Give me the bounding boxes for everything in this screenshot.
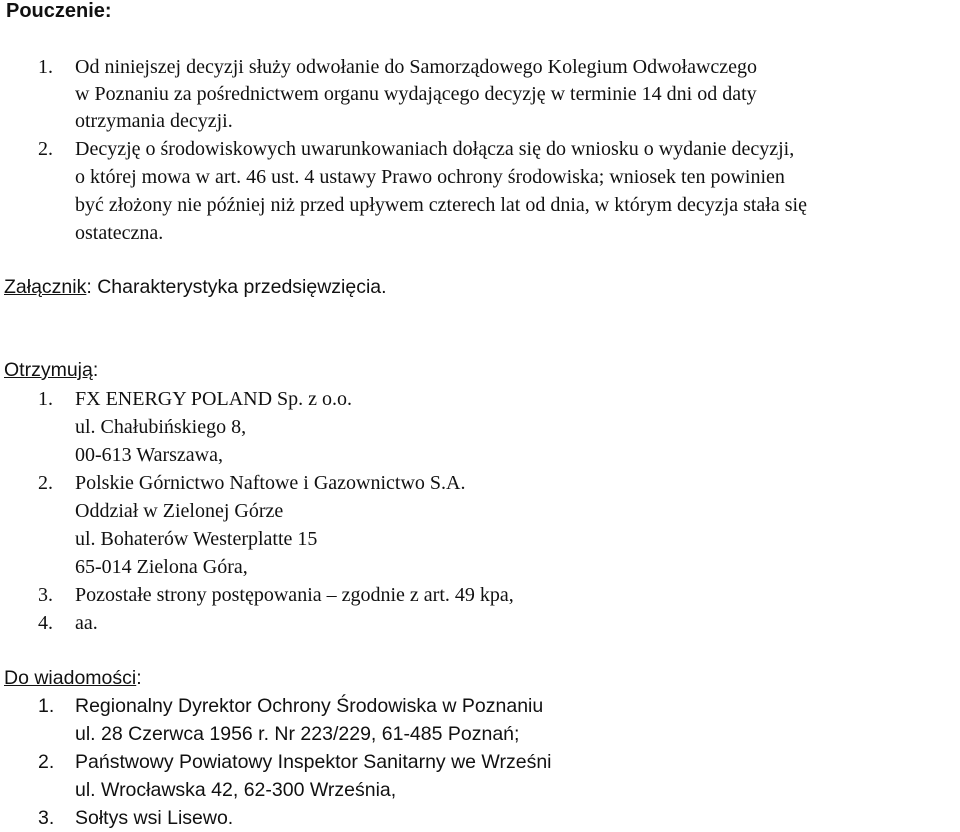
cc-line: Sołtys wsi Lisewo. (75, 807, 234, 829)
item-number: 2. (38, 472, 53, 494)
paragraph-line: otrzymania decyzji. (75, 110, 233, 132)
recipient-line: ul. Bohaterów Westerplatte 15 (75, 528, 318, 550)
recipients-label: Otrzymują (4, 359, 93, 381)
recipient-line: Oddział w Zielonej Górze (75, 500, 284, 522)
paragraph-line: ostateczna. (75, 222, 164, 244)
cc-line: Regionalny Dyrektor Ochrony Środowiska w Poznaniu (75, 695, 544, 717)
recipient-line: Polskie Górnictwo Naftowe i Gazownictwo S.A. (75, 472, 466, 494)
recipients-heading: Otrzymują: (4, 359, 99, 381)
item-number: 4. (38, 612, 53, 634)
paragraph-line: być złożony nie później niż przed upływem czterech lat od dnia, w którym decyzja stała się (75, 194, 807, 216)
paragraph-line: Decyzję o środowiskowych uwarunkowaniach dołącza się do wniosku o wydanie decyzji, (75, 138, 795, 160)
recipient-line: ul. Chałubińskiego 8, (75, 416, 247, 438)
item-number: 3. (38, 807, 55, 829)
item-number: 1. (38, 56, 53, 78)
cc-line: ul. 28 Czerwca 1956 r. Nr 223/229, 61-485 Poznań; (75, 723, 520, 745)
cc-line: Państwowy Powiatowy Inspektor Sanitarny we Wrześni (75, 751, 552, 773)
recipient-line: 65-014 Zielona Góra, (75, 556, 248, 578)
recipient-line: FX ENERGY POLAND Sp. z o.o. (75, 388, 353, 410)
item-number: 2. (38, 138, 53, 160)
item-number: 2. (38, 751, 55, 773)
cc-line: ul. Wrocławska 42, 62-300 Września, (75, 779, 397, 801)
attachment-text: : Charakterystyka przedsięwzięcia. (86, 276, 387, 298)
attachment-label: Załącznik (4, 276, 87, 298)
item-number: 1. (38, 695, 55, 717)
recipient-line: Pozostałe strony postępowania – zgodnie z art. 49 kpa, (75, 584, 514, 606)
paragraph-line: o której mowa w art. 46 ust. 4 ustawy Prawo ochrony środowiska; wniosek ten powinien (75, 166, 785, 188)
item-number: 3. (38, 584, 53, 606)
cc-label: Do wiadomości (4, 667, 137, 689)
paragraph-line: w Poznaniu za pośrednictwem organu wydającego decyzję w terminie 14 dni od daty (75, 83, 757, 105)
item-number: 1. (38, 388, 53, 410)
section-title-pouczenie: Pouczenie: (6, 0, 112, 22)
attachment-line (4, 273, 387, 301)
paragraph-line: Od niniejszej decyzji służy odwołanie do Samorządowego Kolegium Odwoławczego (75, 56, 758, 78)
cc-heading: Do wiadomości: (4, 667, 142, 689)
recipient-line: aa. (75, 612, 98, 634)
recipient-line: 00-613 Warszawa, (75, 444, 223, 466)
